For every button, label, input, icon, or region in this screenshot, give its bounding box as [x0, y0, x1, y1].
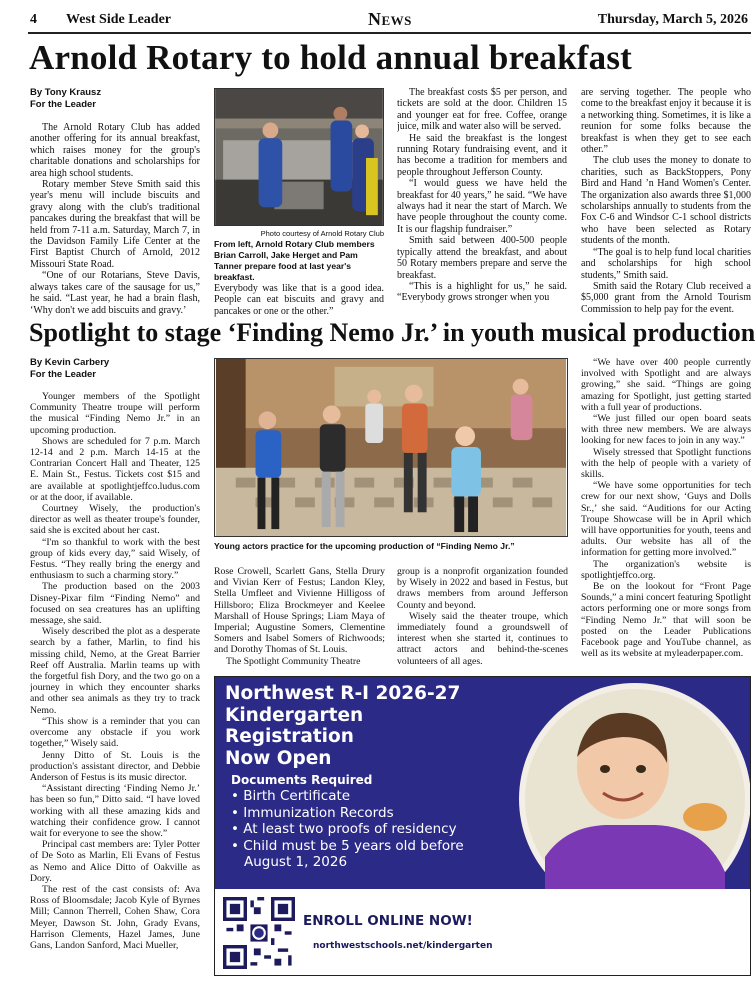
- story2-author: By Kevin Carbery: [30, 357, 110, 368]
- story1-column-4: [581, 87, 751, 317]
- story2-headline: Spotlight to stage ‘Finding Nemo Jr.’ in youth musical production: [29, 318, 756, 347]
- story1-photo-caption: From left, Arnold Rotary Club members Brian Carroll, Jake Herget and Pam Tanner prepare food at last year's breakfast.: [214, 239, 375, 282]
- paragraph: He said the breakfast is the longest running Rotary fundraising event, and it has become a tradition for members and people throughout Jefferson County.: [397, 132, 567, 178]
- paragraph: “We have over 400 people currently involved with Spotlight and are always growing,” she said. “Things are going amazing for Spotlight, just getting started with a full year of productions.: [581, 357, 751, 413]
- list-item: • Birth Certificate: [231, 788, 501, 805]
- paragraph: “This show is a reminder that you can overcome any obstacle if you work together,” Wisely said.: [30, 715, 200, 750]
- paragraph: Smith said the Rotary Club received a $5,000 grant from the Arnold Tourism Commission to help pay for the event.: [581, 280, 751, 315]
- story2-photo-caption: Young actors practice for the upcoming production of “Finding Nemo Jr.”: [214, 541, 515, 551]
- paragraph: “We have some opportunities for tech crew for our next show, ‘Guys and Dolls Sr.,’ she said. “Auditions for our Acting Troupe Showcase will be in April which will have opportunities for youth, teens and adults. Our website has all of the information for getting more involved.”: [581, 480, 751, 559]
- ad-documents-heading: Documents Required: [231, 773, 373, 787]
- story1-headline: Arnold Rotary to hold annual breakfast: [29, 38, 633, 77]
- story2-author-role: For the Leader: [30, 369, 96, 380]
- story1-author: By Tony Krausz: [30, 87, 102, 98]
- paragraph: Wisely described the plot as a desperate search by a father, Marlin, to find his missing child, Nemo, at the Great Barrier Reef off Australia. Marlin teams up with the forgetful fish Dory, and the two go on a journey in which they encounter sharks and other sea animals as they try to track Nemo.: [30, 626, 200, 716]
- paragraph: The breakfast costs $5 per person, and tickets are sold at the door. Children 15 and younger eat for free. Coffee, orange juice, milk and water also will be served.: [397, 87, 567, 133]
- paragraph: The rest of the cast consists of: Ava Ross of Bloomsdale; Jacob Kyle of Byrnes Mill; Cannon Therrell, Cohen Shaw, Cora Meyer, Dawson St. John, Grady Evans, Harrison Clements, Hazel James, June Gans, Landon Sanford, Maci Mueller,: [30, 883, 200, 951]
- story1-column-3: [397, 87, 567, 317]
- running-head: [0, 0, 756, 34]
- paragraph: “I'm so thankful to work with the best group of kids every day,” said Wisely, of Festus. “They really bring the energy and enthusiasm to such a charming story.”: [30, 536, 200, 582]
- story2-column-3: [397, 566, 568, 670]
- story2-byline: [30, 357, 200, 381]
- enrollment-link[interactable]: northwestschools.net/kindergarten: [313, 941, 493, 951]
- publication-name: West Side Leader: [66, 12, 171, 27]
- paragraph: Wisely said the theater troupe, which immediately found a groundswell of interest when she started it, continues to attract actors and behind-the-scenes volunteers of all ages.: [397, 610, 568, 667]
- list-item: • Child must be 5 years old before August 1, 2026: [231, 838, 501, 871]
- ad-footer-band: [215, 889, 751, 976]
- paragraph: “This is a highlight for us,” he said. “Everybody grows stronger when you: [397, 280, 567, 304]
- story1-photo-credit: Photo courtesy of Arnold Rotary Club: [260, 229, 384, 238]
- paragraph: are serving together. The people who come to the breakfast enjoy it because it is a networking thing. Sometimes, it is like a reunion for some folks because the breakfast is when they get to see each other.”: [581, 87, 751, 156]
- rotary-breakfast-photo: [214, 88, 384, 226]
- paragraph: “Assistant directing ‘Finding Nemo Jr.’ has been so fun,” Ditto said. “I have loved working with all these amazing kids and watching their confidence grow. I cannot wait for everyone to see the show.”: [30, 783, 200, 839]
- paragraph: “We just filled our open board seats with three new members. We are always looking for new faces to join in any way.”: [581, 413, 751, 447]
- issue-date: Thursday, March 5, 2026: [597, 12, 748, 27]
- story2-column-2: [214, 566, 385, 670]
- story1-column-1: [30, 122, 200, 316]
- story2-column-4: [581, 357, 751, 671]
- enroll-online-button[interactable]: ENROLL ONLINE NOW!: [303, 913, 473, 929]
- paragraph: The organization's website is spotlightjeffco.org.: [581, 558, 751, 581]
- ad-title: [225, 683, 460, 769]
- ad-title-line: Northwest R-I 2026-27: [225, 683, 461, 704]
- paragraph: “One of our Rotarians, Steve Davis, always takes care of the sausage for us,” he said. “Last year, he had a brain flash, ‘Why don't we add biscuits and gravy.’: [30, 270, 200, 316]
- paragraph: Shows are scheduled for 7 p.m. March 12-14 and 2 p.m. March 14-15 at the Contrarian Concert Hall and Theater, 125 E. Main St., Festus. Tickets cost $15 and are available at spotlightjeffco.ludus.com or at the door, if available.: [30, 435, 200, 503]
- page-number: 4: [30, 12, 37, 27]
- paragraph: Everybody was like that is a good idea. People can eat biscuits and gravy and pancakes or one or the other.”: [214, 283, 384, 317]
- story2-column-1: [30, 391, 200, 973]
- ad-title-line: Now Open: [225, 747, 332, 769]
- story1-byline: [30, 87, 200, 111]
- paragraph: Courtney Wisely, the production's director as well as theater troupe's founder, said she is excited about her cast.: [30, 503, 200, 537]
- paragraph: Jenny Ditto of St. Louis is the production's assistant director, and Debbie Anderson of Festus is its music director.: [30, 749, 200, 783]
- paragraph: Wisely stressed that Spotlight functions with the help of people with a variety of skills.: [581, 446, 751, 481]
- paragraph: group is a nonprofit organization founded by Wisely in 2022 and based in Festus, but draws members from around Jefferson County and beyond.: [397, 566, 568, 611]
- paragraph: Be on the lookout for “Front Page Sounds,” a mini concert featuring Spotlight actors performing one or more songs from “Finding Nemo Jr.” that will soon be posted on the Leader Publications Facebook page and YouTube channel, as well as its website at myleaderpaper.com.: [581, 581, 751, 660]
- qr-code-icon[interactable]: [223, 897, 295, 969]
- nemo-rehearsal-photo: [214, 358, 568, 537]
- ad-documents-list: [231, 788, 501, 871]
- paragraph: Principal cast members are: Tyler Potter of De Soto as Marlin, Eli Evans of Festus as Nemo and Alice Ditto of Oakville as Dory.: [30, 839, 200, 884]
- paragraph: Rose Crowell, Scarlett Gans, Stella Drury and Vivian Kerr of Festus; Landon Kley, Stella Umfleet and Vivienne Hilligoss of Hillsboro; Eliza Brockmeyer and Keelee Marshall of House Springs; Liam Maya of Imperial; Augustine Somers, Clementine Somers and Isabel Somers of Richwoods; and Dorothy Thomas of St. Louis.: [214, 566, 385, 656]
- list-item: • Immunization Records: [231, 805, 501, 822]
- ad-title-line: Registration: [225, 726, 354, 747]
- paragraph: Rotary member Steve Smith said this year's menu will include biscuits and gravy along with the club's traditional pancakes during the breakfast that will be held from 7-11 a.m. Saturday, March 7, in the Davidson Family Life Center at the First Baptist Church of Arnold, 2012 Missouri State Road.: [30, 179, 200, 270]
- list-item: • At least two proofs of residency: [231, 821, 501, 838]
- paragraph: Younger members of the Spotlight Community Theatre troupe will perform the musical “Finding Nemo Jr.” in an upcoming production.: [30, 391, 200, 436]
- paragraph: “The goal is to help fund local charities and scholarships for high school students,” Smith said.: [581, 246, 751, 281]
- story1-author-role: For the Leader: [30, 99, 96, 110]
- kindergarten-registration-ad[interactable]: [214, 676, 751, 976]
- paragraph: The production based on the 2003 Disney-Pixar film “Finding Nemo” and focused on sea creatures has an uplifting message, she said.: [30, 581, 200, 627]
- paragraph: The club uses the money to donate to charities, such as BackStoppers, Pony Bird and Hand ’n Hand Women's Center. The organization also awards three $1,000 scholarships annually to students from the Fox C-6 and Windsor C-1 school districts who have been selected as Rotary students of the month.: [581, 155, 751, 247]
- ad-title-line: Kindergarten: [225, 704, 364, 726]
- story1-column-2: [214, 283, 384, 317]
- paragraph: The Spotlight Community Theatre: [226, 655, 361, 667]
- paragraph: “I would guess we have held the breakfast for 40 years,” he said. “We have always had it near the start of March. We have people throughout the county come. It is our flagship fundraiser.”: [397, 178, 567, 235]
- header-rule: [28, 32, 751, 34]
- section-name: News: [368, 9, 412, 29]
- paragraph: The Arnold Rotary Club has added another offering for its annual breakfast, which raises money for the group's charitable donations and scholarships for area high school students.: [30, 122, 200, 179]
- paragraph: Smith said between 400-500 people typically attend the breakfast, and about 50 Rotary members prepare and serve the breakfast.: [397, 235, 567, 281]
